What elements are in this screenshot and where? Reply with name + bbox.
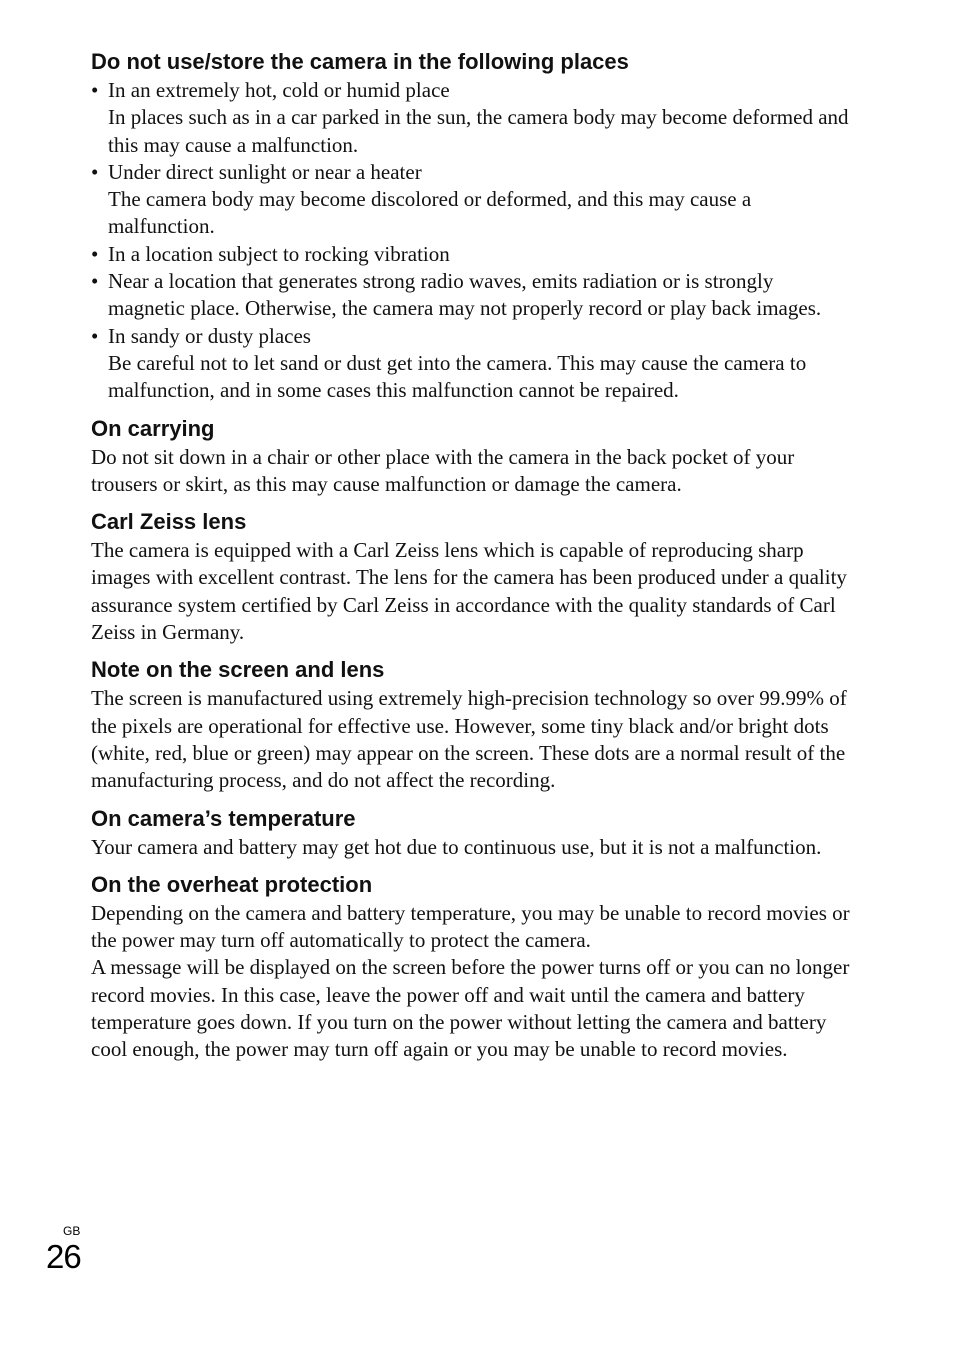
section-heading: Carl Zeiss lens — [91, 509, 247, 535]
list-item: • Near a location that generates strong radio waves, emits radiation or is strongly magnetic place. Otherwise, the camera may not properly record or play back images. — [91, 269, 822, 321]
bullet-list — [91, 77, 851, 405]
section-heading: Do not use/store the camera in the following places — [91, 49, 629, 74]
paragraph: The screen is manufactured using extremely high-precision technology so over 99.99% of the pixels are operational for effective use. However, some tiny black and/or bright dots (white, red, blue or green) may appear on the screen. These dots are a normal result of the manufacturing process, and do not affect the recording. — [91, 686, 847, 793]
page-number: 26 — [46, 1238, 81, 1275]
section-heading: On the overheat protection — [91, 871, 373, 897]
paragraph: Depending on the camera and battery temperature, you may be unable to record movies or the power may turn off automatically to protect the camera. — [91, 900, 850, 953]
section-heading: On carrying — [91, 415, 215, 441]
section-overheat-protection — [91, 871, 851, 1064]
section-on-carrying — [91, 415, 851, 499]
list-item: • In an extremely hot, cold or humid place In places such as in a car parked in the sun, the camera body may become deformed and this may cause a malfunction. — [91, 78, 849, 157]
paragraph: A message will be displayed on the screen before the power turns off or you can no longer record movies. In this case, leave the power off and wait until the camera and battery temperature goes down. If you turn on the power without letting the camera and battery cool enough, the power may turn off again or you may be unable to record movies. — [91, 955, 850, 1062]
paragraph: Your camera and battery may get hot due to continuous use, but it is not a malfunction. — [91, 834, 822, 859]
document-body — [91, 48, 851, 1074]
section-storage-places — [91, 48, 851, 405]
section-screen-and-lens — [91, 656, 851, 794]
section-heading: On camera’s temperature — [91, 805, 356, 831]
list-item: • Under direct sunlight or near a heater The camera body may become discolored or deformed, and this may cause a malfunction. — [91, 159, 752, 239]
region-code: GB — [63, 1224, 81, 1238]
paragraph: The camera is equipped with a Carl Zeiss lens which is capable of reproducing sharp images with excellent contrast. The lens for the camera has been produced under a quality assurance system certified by Carl Zeiss in accordance with the quality standards of Carl Zeiss in Germany. — [91, 538, 847, 645]
list-item: • In a location subject to rocking vibration — [91, 241, 450, 266]
section-heading: Note on the screen and lens — [91, 657, 385, 683]
section-camera-temperature — [91, 805, 851, 861]
list-item: • In sandy or dusty places Be careful not to let sand or dust get into the camera. This may cause the camera to malfunction, and in some cases this malfunction cannot be repaired. — [91, 323, 807, 403]
section-carl-zeiss-lens — [91, 508, 851, 646]
paragraph: Do not sit down in a chair or other place with the camera in the back pocket of your trousers or skirt, as this may cause malfunction or damage the camera. — [91, 444, 795, 496]
